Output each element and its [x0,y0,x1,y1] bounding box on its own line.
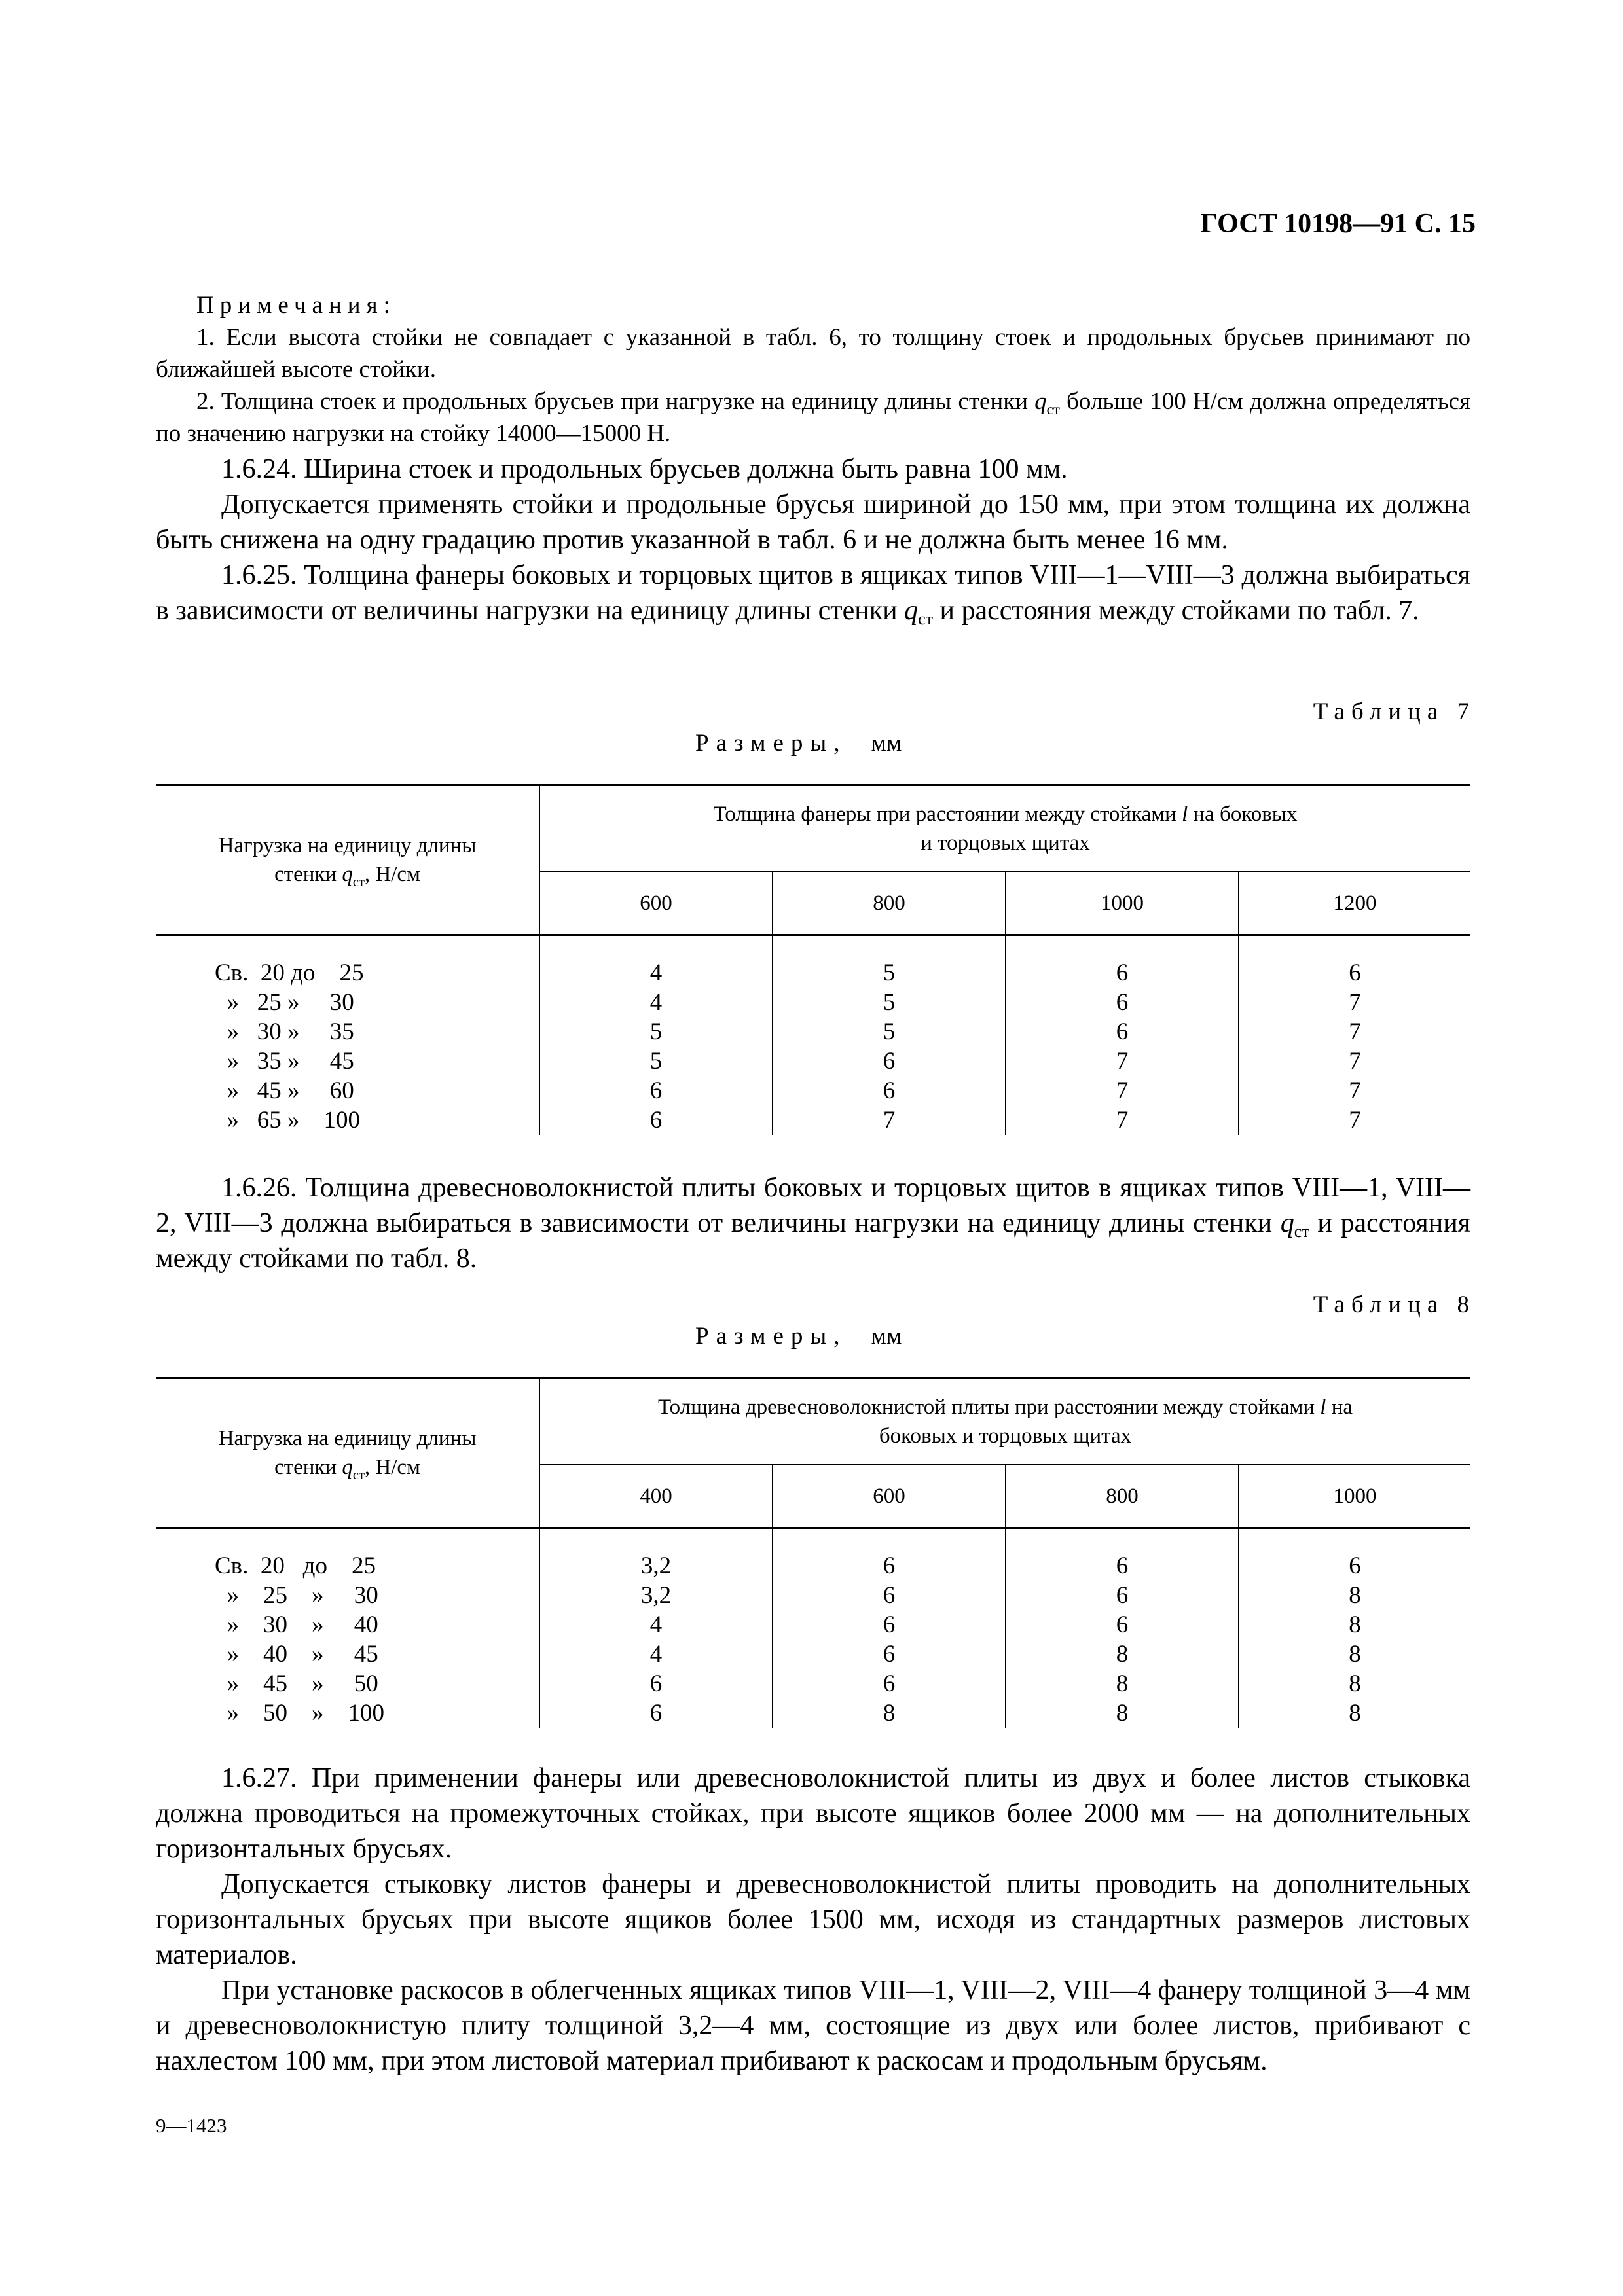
table-cell: 5 [773,935,1006,988]
load-range: » 30 » 40 [215,1611,378,1638]
table-cell: 7 [1239,988,1470,1017]
table-8-col-header: 400 [539,1465,773,1528]
table-row [156,1105,1470,1135]
load-range: » 35 » 45 [215,1048,354,1075]
table-cell: 6 [773,1047,1006,1076]
table-cell: 6 [773,1581,1006,1610]
table-row [156,935,1470,988]
table-cell: 7 [1239,1047,1470,1076]
table-cell: 4 [539,988,773,1017]
table-row [156,1610,1470,1640]
table-cell: 7 [1239,1076,1470,1105]
paragraph-1-6-27: 1.6.27. При применении фанеры или древесноволокнистой плиты из двух и более листов стыковка должна проводиться на промежуточных стойках, при высоте ящиков более 2000 мм — на дополнительных горизонтальных брусьях. [156,1763,1470,1864]
table-row [156,1581,1470,1610]
table-cell: 7 [1239,1105,1470,1135]
notes-title: Примечания: [196,292,396,319]
load-range: » 45 » 50 [215,1670,378,1697]
table-8-span-header: Толщина древесноволокнистой плиты при расстоянии между стойками l на боковых и торцовых щитах [539,1378,1470,1465]
table-cell: 5 [539,1047,773,1076]
table-cell: 8 [1006,1640,1239,1669]
table-cell: 6 [1006,935,1239,988]
load-range: » 45 » 60 [215,1077,354,1104]
table-cell: 4 [539,935,773,988]
table-cell: 6 [1239,935,1470,988]
table-cell: 6 [1239,1528,1470,1581]
load-range: » 30 » 35 [215,1018,354,1045]
table-cell: 7 [1006,1076,1239,1105]
table-7-col-header: 1200 [1239,872,1470,935]
table-8-units: Размеры, мм [695,1323,902,1350]
section-1-6-24-25 [156,452,1470,628]
table-8 [156,1377,1470,1728]
table-cell: 6 [773,1640,1006,1669]
table-cell: 8 [773,1698,1006,1728]
section-1-6-27 [156,1761,1470,2079]
table-cell: 5 [773,988,1006,1017]
table-8-col-header: 1000 [1239,1465,1470,1528]
table-cell: 6 [773,1669,1006,1698]
paragraph-1-6-27-braces: При установке раскосов в облегченных ящиках типов VIII—1, VIII—2, VIII—4 фанеру толщиной 3—4 мм и древесноволокнистую плиту толщиной 3,2—4 мм, состоящие из двух или более листов, прибивают с нахлестом 100 мм, при этом листовой материал прибивают к раскосам и продольным брусьям. [156,1975,1470,2076]
table-8-row-header: Нагрузка на единицу длины стенки $q_{ст}$, Н/см [156,1378,539,1528]
table-7-row-header: Нагрузка на единицу длины стенки $q_{ст}$, Н/см [156,785,539,935]
load-range: Св. 20 до 25 [215,1552,376,1579]
table-cell: 5 [539,1017,773,1047]
section-1-6-26 [156,1170,1470,1276]
table-cell: 6 [539,1076,773,1105]
table-row [156,1076,1470,1105]
load-range: » 50 » 100 [215,1700,384,1727]
table-cell: 8 [1239,1581,1470,1610]
table-7-col-header: 800 [773,872,1006,935]
table-cell: 6 [1006,988,1239,1017]
table-row [156,1640,1470,1669]
table-8-col-header: 800 [1006,1465,1239,1528]
table-cell: 8 [1239,1669,1470,1698]
table-8-caption: Таблица 8 [1313,1291,1476,1318]
table-cell: 8 [1006,1669,1239,1698]
paragraph-1-6-27-allowance: Допускается стыковку листов фанеры и древесноволокнистой плиты проводить на дополнительных горизонтальных брусьях при высоте ящиков более 1500 мм, исходя из стандартных размеров листовых материалов. [156,1869,1470,1970]
table-row [156,1669,1470,1698]
notes-block [156,289,1470,450]
table-7-units: Размеры, мм [695,730,902,757]
table-cell: 6 [539,1698,773,1728]
page-header: ГОСТ 10198—91 С. 15 [1200,209,1476,239]
table-cell: 8 [1006,1698,1239,1728]
table-cell: 3,2 [539,1528,773,1581]
table-cell: 6 [1006,1528,1239,1581]
table-cell: 6 [773,1076,1006,1105]
table-cell: 6 [1006,1017,1239,1047]
load-range: » 25 » 30 [215,1582,378,1609]
load-range: » 25 » 30 [215,989,354,1016]
table-cell: 4 [539,1640,773,1669]
paragraph-1-6-24: 1.6.24. Ширина стоек и продольных брусьев должна быть равна 100 мм. [221,454,1068,484]
table-7-caption: Таблица 7 [1313,698,1476,725]
load-range: » 65 » 100 [215,1107,360,1134]
table-row [156,988,1470,1017]
table-7 [156,784,1470,1135]
table-cell: 6 [773,1610,1006,1640]
table-cell: 7 [1239,1017,1470,1047]
table-cell: 6 [1006,1581,1239,1610]
note-1: 1. Если высота стойки не совпадает с указанной в табл. 6, то толщину стоек и продольных брусьев принимают по ближайшей высоте стойки. [156,324,1470,383]
table-7-col-header: 600 [539,872,773,935]
table-cell: 4 [539,1610,773,1640]
table-7-col-header: 1000 [1006,872,1239,935]
table-8-col-header: 600 [773,1465,1006,1528]
load-range: Св. 20 до 25 [215,960,364,986]
table-cell: 8 [1239,1698,1470,1728]
table-cell: 6 [539,1669,773,1698]
table-cell: 5 [773,1017,1006,1047]
table-cell: 7 [773,1105,1006,1135]
page-footer-code: 9—1423 [156,2114,227,2137]
table-cell: 6 [539,1105,773,1135]
note-2: 2. Толщина стоек и продольных брусьев при нагрузке на единицу длины стенки $q_{ст}$ больше 100 Н/см должна определяться по значению нагрузки на стойку 14000—15000 Н. [156,388,1471,447]
table-row [156,1017,1470,1047]
load-range: » 40 » 45 [215,1641,378,1668]
table-row [156,1698,1470,1728]
table-cell: 8 [1239,1610,1470,1640]
table-cell: 8 [1239,1640,1470,1669]
paragraph-1-6-24-allowance: Допускается применять стойки и продольные брусья шириной до 150 мм, при этом толщина их должна быть снижена на одну градацию против указанной в табл. 6 и не должна быть менее 16 мм. [156,490,1470,555]
table-cell: 6 [773,1528,1006,1581]
table-cell: 7 [1006,1047,1239,1076]
table-cell: 3,2 [539,1581,773,1610]
paragraph-1-6-26: 1.6.26. Толщина древесноволокнистой плиты боковых и торцовых щитов в ящиках типов VIII—1, VIII—2, VIII—3 должна выбираться в зависимости от величины нагрузки на единицу длины стенки $q_{ст}$ и расстояния между стойками по табл. 8. [156,1173,1470,1274]
paragraph-1-6-25: 1.6.25. Толщина фанеры боковых и торцовых щитов в ящиках типов VIII—1—VIII—3 должна выбираться в зависимости от величины нагрузки на единицу длины стенки $q_{ст}$ и расстояния между стойками по табл. 7. [156,560,1470,628]
table-cell: 6 [1006,1610,1239,1640]
table-row [156,1528,1470,1581]
table-row [156,1047,1470,1076]
table-7-span-header: Толщина фанеры при расстоянии между стойками l на боковых и торцовых щитах [539,785,1470,872]
table-cell: 7 [1006,1105,1239,1135]
